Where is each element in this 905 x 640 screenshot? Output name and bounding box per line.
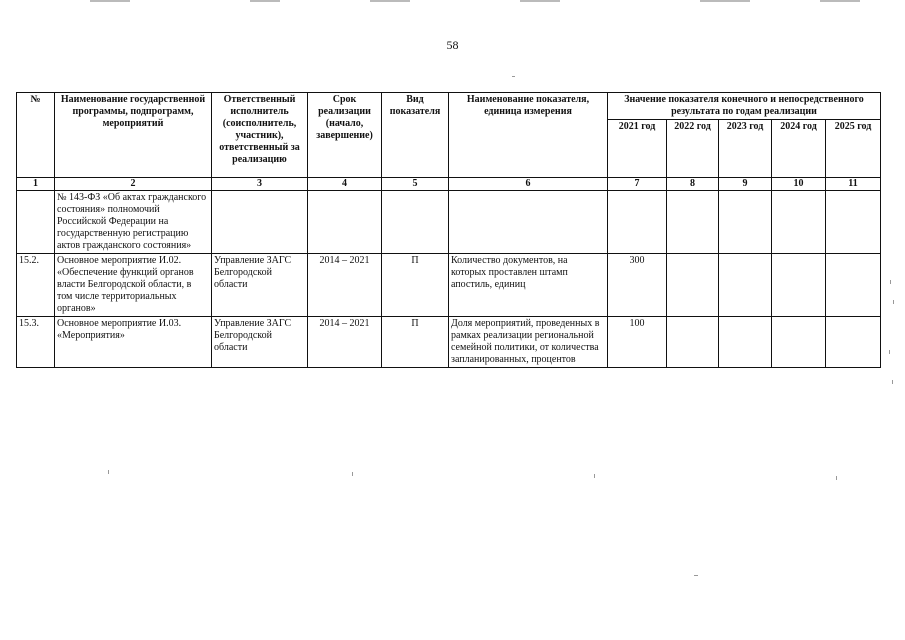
column-number: 6 bbox=[449, 178, 608, 191]
row-value bbox=[667, 317, 719, 368]
header-num: № bbox=[17, 93, 55, 178]
row-name: Основное мероприятие И.03. «Мероприятия» bbox=[55, 317, 212, 368]
row-value bbox=[667, 254, 719, 317]
column-number: 5 bbox=[382, 178, 449, 191]
column-number: 7 bbox=[608, 178, 667, 191]
header-values-group: Значение показателя конечного и непосредственного результата по годам реализации bbox=[608, 93, 881, 120]
row-num: 15.2. bbox=[17, 254, 55, 317]
column-number: 10 bbox=[772, 178, 826, 191]
header-term: Срок реализации (начало, завершение) bbox=[308, 93, 382, 178]
row-value bbox=[826, 191, 881, 254]
row-value: 300 bbox=[608, 254, 667, 317]
row-responsible: Управление ЗАГС Белгородской области bbox=[212, 254, 308, 317]
row-kind: П bbox=[382, 254, 449, 317]
page-number: 58 bbox=[446, 38, 459, 52]
row-term: 2014 – 2021 bbox=[308, 254, 382, 317]
row-value bbox=[667, 191, 719, 254]
header-name: Наименование государственной программы, подпрограмм, мероприятий bbox=[55, 93, 212, 178]
row-value bbox=[826, 254, 881, 317]
row-kind bbox=[382, 191, 449, 254]
row-responsible: Управление ЗАГС Белгородской области bbox=[212, 317, 308, 368]
header-year: 2024 год bbox=[772, 120, 826, 178]
row-responsible bbox=[212, 191, 308, 254]
row-term: 2014 – 2021 bbox=[308, 317, 382, 368]
column-number: 9 bbox=[719, 178, 772, 191]
row-value bbox=[719, 317, 772, 368]
row-value bbox=[719, 254, 772, 317]
row-indicator: Количество документов, на которых проставлен штамп апостиль, единиц bbox=[449, 254, 608, 317]
column-number: 2 bbox=[55, 178, 212, 191]
column-number: 1 bbox=[17, 178, 55, 191]
row-kind: П bbox=[382, 317, 449, 368]
row-value bbox=[772, 191, 826, 254]
row-value bbox=[608, 191, 667, 254]
row-value bbox=[772, 254, 826, 317]
row-indicator: Доля мероприятий, проведенных в рамках реализации региональной семейной политики, от количества запланированных, процентов bbox=[449, 317, 608, 368]
row-value bbox=[826, 317, 881, 368]
row-name: Основное мероприятие И.02. «Обеспечение функций органов власти Белгородской области, в том числе территориальных органов» bbox=[55, 254, 212, 317]
row-indicator bbox=[449, 191, 608, 254]
column-number: 4 bbox=[308, 178, 382, 191]
header-indicator: Наименование показателя, единица измерения bbox=[449, 93, 608, 178]
row-value bbox=[719, 191, 772, 254]
column-number: 3 bbox=[212, 178, 308, 191]
header-year: 2022 год bbox=[667, 120, 719, 178]
table-row bbox=[17, 254, 881, 317]
row-name: № 143-ФЗ «Об актах гражданского состояния» полномочий Российской Федерации на государственную регистрацию актов гражданского состояния» bbox=[55, 191, 212, 254]
header-kind: Вид показателя bbox=[382, 93, 449, 178]
column-numbers-row bbox=[17, 178, 881, 191]
row-num bbox=[17, 191, 55, 254]
row-num: 15.3. bbox=[17, 317, 55, 368]
header-year: 2023 год bbox=[719, 120, 772, 178]
row-value bbox=[772, 317, 826, 368]
program-table bbox=[16, 92, 881, 368]
row-value: 100 bbox=[608, 317, 667, 368]
table-row bbox=[17, 317, 881, 368]
header-responsible: Ответственный исполнитель (соисполнитель, участник), ответственный за реализацию bbox=[212, 93, 308, 178]
column-number: 11 bbox=[826, 178, 881, 191]
header-year: 2025 год bbox=[826, 120, 881, 178]
table-row bbox=[17, 191, 881, 254]
column-number: 8 bbox=[667, 178, 719, 191]
header-row bbox=[17, 93, 881, 120]
row-term bbox=[308, 191, 382, 254]
header-year: 2021 год bbox=[608, 120, 667, 178]
